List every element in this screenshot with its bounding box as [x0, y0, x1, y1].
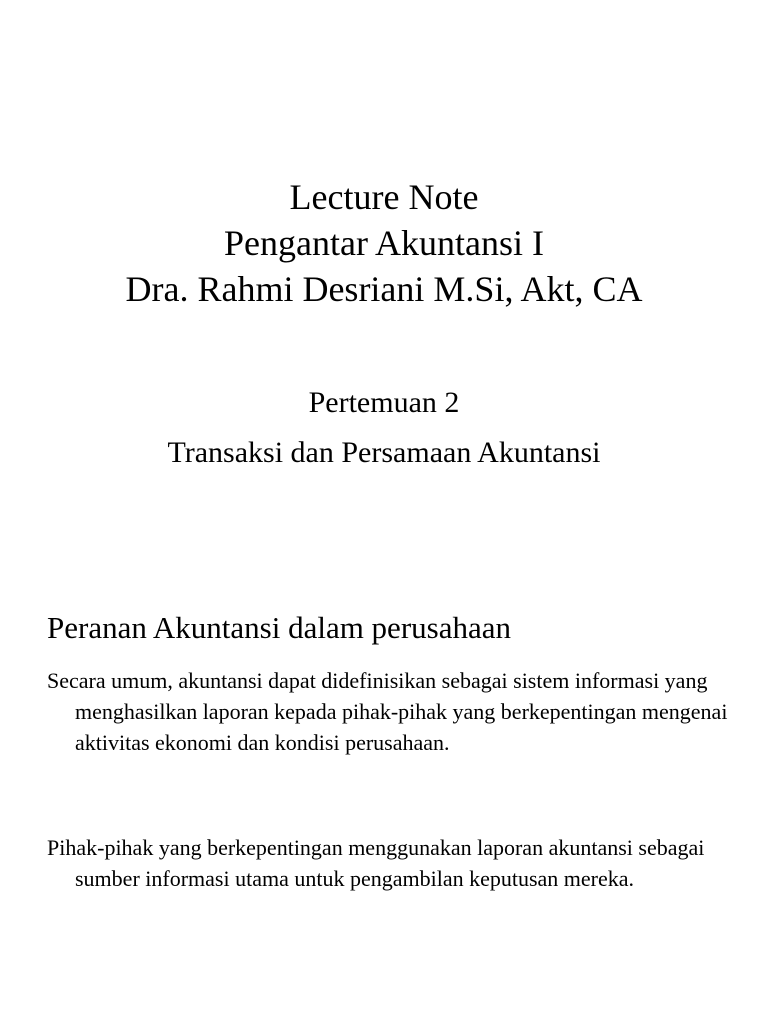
- title-lecture-note: Lecture Note: [289, 177, 479, 217]
- paragraph-definition: Secara umum, akuntansi dapat didefinisikan sebagai sistem informasi yang menghasilkan laporan kepada pihak-pihak yang berkepentingan mengenai aktivitas ekonomi dan kondisi perusahaan.: [47, 668, 728, 755]
- section-heading: Peranan Akuntansi dalam perusahaan: [47, 610, 511, 645]
- meeting-topic: Transaksi dan Persamaan Akuntansi: [167, 436, 601, 469]
- meeting-number: Pertemuan 2: [308, 386, 460, 419]
- paragraph-stakeholders: Pihak-pihak yang berkepentingan menggunakan laporan akuntansi sebagai sumber informasi utama untuk pengambilan keputusan mereka.: [47, 835, 705, 891]
- subtitle-block: [0, 378, 768, 478]
- title-lecturer-name: Dra. Rahmi Desriani M.Si, Akt, CA: [125, 269, 643, 309]
- title-course-name: Pengantar Akuntansi I: [224, 223, 544, 263]
- title-block: [0, 174, 768, 312]
